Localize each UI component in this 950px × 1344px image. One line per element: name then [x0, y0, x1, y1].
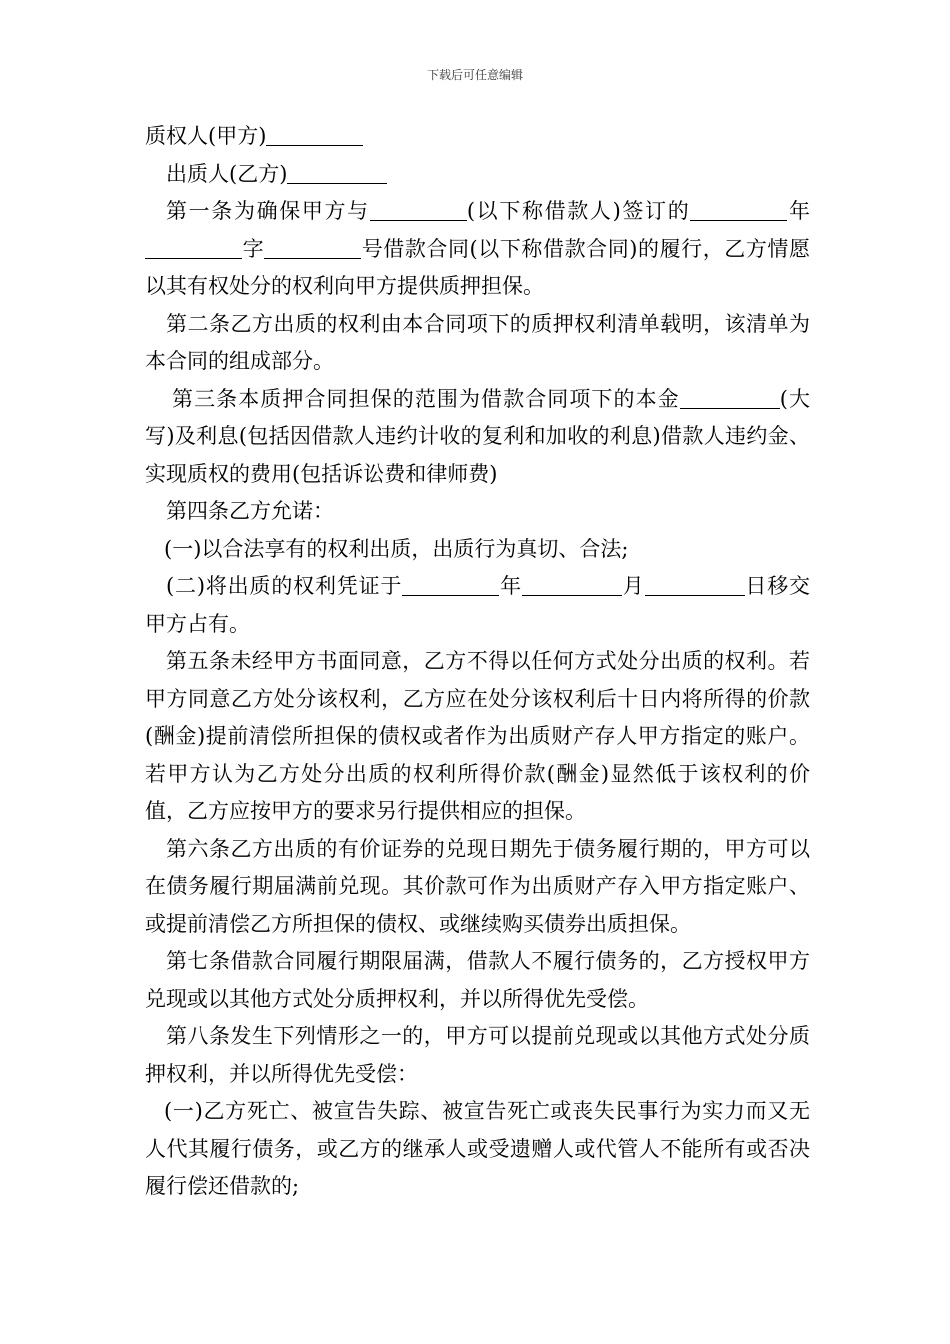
blank-field [266, 122, 363, 146]
pledgee-line [145, 118, 810, 156]
page-header: 下载后可任意编辑 [426, 68, 523, 82]
article-3: 第三条本质押合同担保的范围为借款合同项下的本金 (大写)及利息(包括因借款人违约计收的复利和加收的利息)借款人违约金、实现质权的费用(包括诉讼费和律师费) [145, 386, 811, 486]
article-4-item-2: (二)将出质的权利凭证于 年 月 日移交甲方占有。 [145, 574, 811, 636]
article-2: 第二条乙方出质的权利由本合同项下的质押权利清单载明，该清单为本合同的组成部分。 [145, 311, 810, 373]
article-7: 第七条借款合同履行期限届满，借款人不履行债务的，乙方授权甲方兑现或以其他方式处分质押权利，并以所得优先受偿。 [145, 949, 810, 1011]
pledgor-label: 出质人(乙方) [166, 161, 288, 186]
pledgor-line [145, 156, 810, 194]
contract-body [145, 118, 810, 1206]
article-1: 第一条为确保甲方与 (以下称借款人)签订的 年字 号借款合同(以下称借款合同)的履行，乙方情愿以其有权处分的权利向甲方提供质押担保。 [145, 199, 811, 298]
blank-field [287, 160, 387, 184]
article-6: 第六条乙方出质的有价证券的兑现日期先于债务履行期的，甲方可以在债务履行期届满前兑现。其价款可作为出质财产存入甲方指定账户、或提前清偿乙方所担保的债权、或继续购买债券出质担保。 [145, 836, 810, 936]
blank-field [522, 572, 622, 596]
article-4-item-1: (一)以合法享有的权利出质，出质行为真切、合法; [164, 536, 629, 561]
article-4: 第四条乙方允诺： [166, 499, 334, 523]
blank-field [145, 235, 242, 259]
blank-field [690, 197, 787, 221]
blank-field [264, 235, 361, 259]
article-8-item-1: (一)乙方死亡、被宣告失踪、被宣告死亡或丧失民事行为实力而又无人代其履行债务，或乙方的继承人或受遗赠人或代管人不能所有或否决履行偿还借款的; [145, 1099, 810, 1198]
blank-field [402, 572, 499, 596]
blank-field [680, 385, 780, 409]
pledgee-label: 质权人(甲方) [145, 124, 267, 148]
blank-field [645, 572, 745, 596]
article-5: 第五条未经甲方书面同意，乙方不得以任何方式处分出质的权利。若甲方同意乙方处分该权利，乙方应在处分该权利后十日内将所得的价款(酬金)提前清偿所担保的债权或者作为出质财产存人甲方指定的账户。若甲方认为乙方处分出质的权利所得价款(酬金)显然低于该权利的价值，乙方应按甲方的要求另行提供相应的担保。 [145, 649, 810, 823]
blank-field [370, 197, 467, 221]
article-8: 第八条发生下列情形之一的，甲方可以提前兑现或以其他方式处分质押权利，并以所得优先受偿： [145, 1024, 810, 1086]
